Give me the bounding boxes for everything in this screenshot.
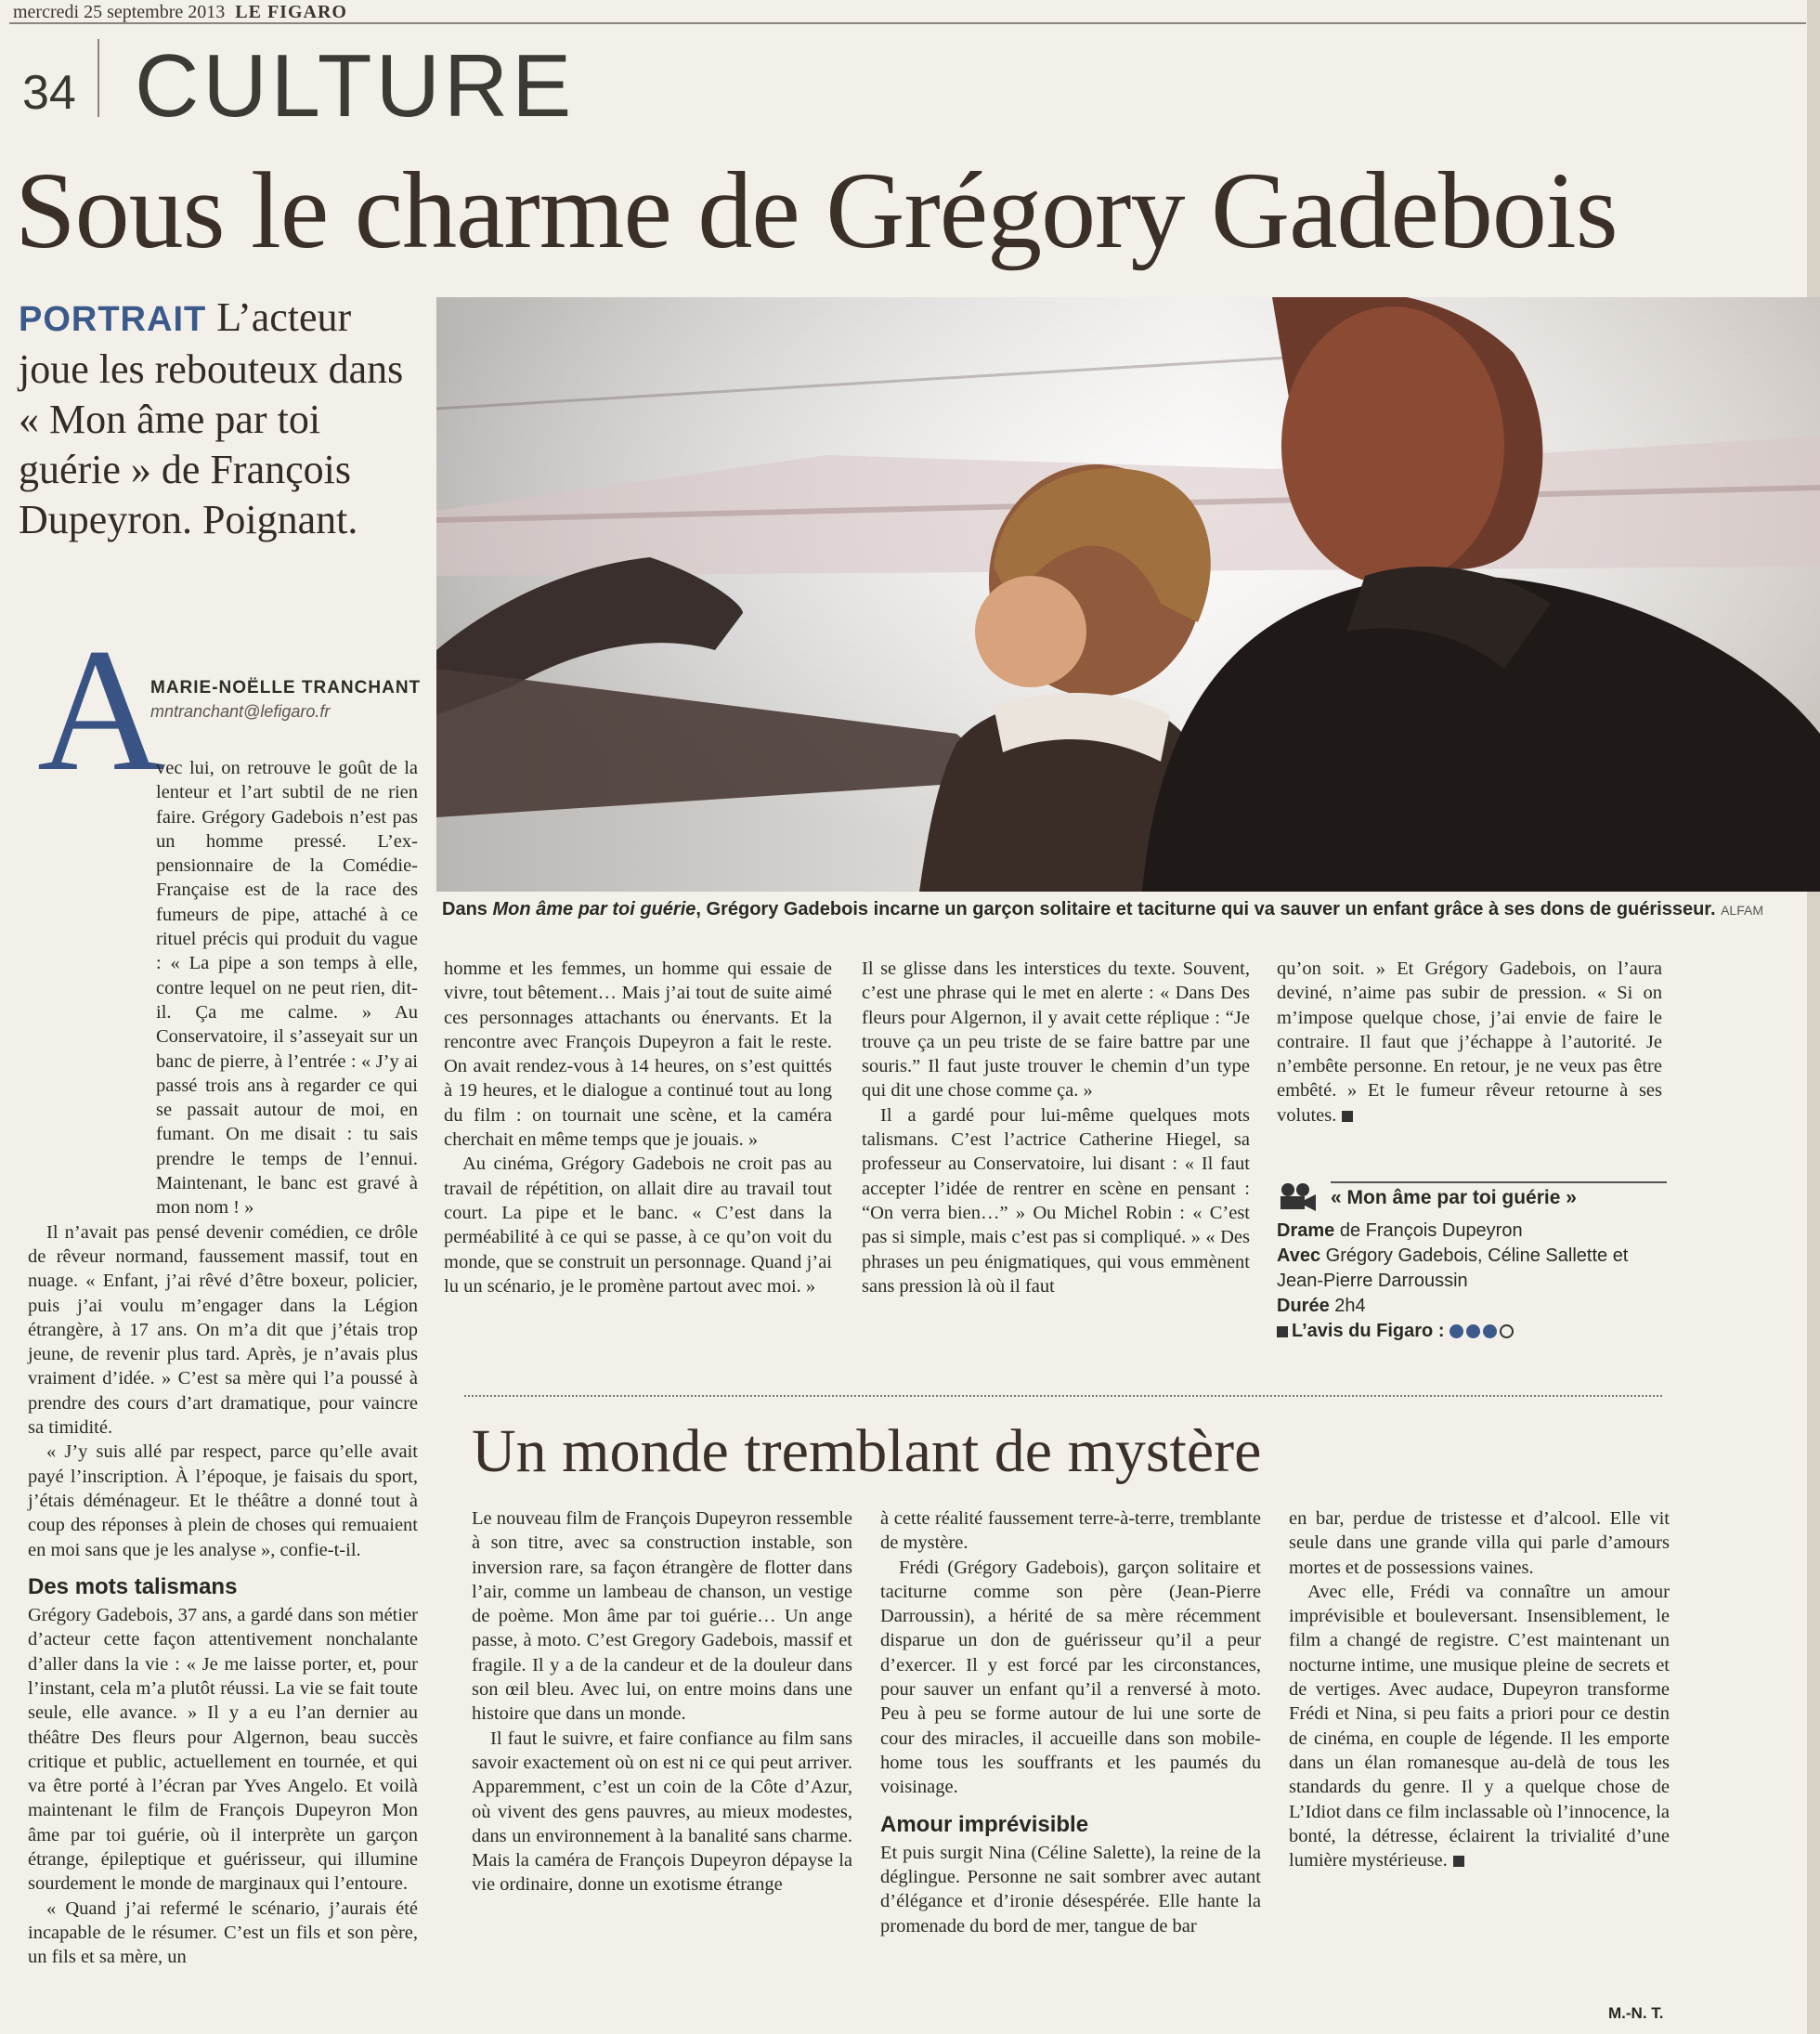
paragraph: « J’y suis allé par respect, parce qu’elle avait payé l’inscription. À l’époque, je faisais du sport, j’étais déménageur. Et le théâtre a donné tout à coup des réponses à plein de choses qui remuaient en moi sans que je les analyse », confie-t-il. — [28, 1441, 418, 1560]
paragraph: Il se glisse dans les interstices du texte. Souvent, c’est une phrase qui le met en alerte : « Dans Des fleurs pour Algernon, il y avait cette réplique : “Je trouve ça un peu triste de se faire battre par une souris.” Il faut juste trouver le chemin d’un type qui dit une chose comme ça. » — [862, 958, 1250, 1102]
article-photo — [436, 297, 1820, 892]
rating-dot-filled — [1483, 1324, 1497, 1338]
article-column-3 — [862, 957, 1250, 1298]
standfirst-text: L’acteur joue les rebouteux dans « Mon âme par toi guérie » de François Dupeyron. Poignant. — [19, 294, 404, 542]
rating-label: L’avis du Figaro : — [1292, 1321, 1445, 1341]
author-email[interactable]: mntranchant@lefigaro.fr — [150, 702, 331, 721]
subheading: Des mots talismans — [28, 1573, 238, 1599]
subheading: Amour imprévisible — [880, 1811, 1089, 1837]
article-column-2 — [444, 957, 832, 1298]
infobox-genre — [1277, 1219, 1667, 1244]
paragraph: Grégory Gadebois, 37 ans, a gardé dans son métier d’acteur cette façon attentivement nonchalante d’aller dans la vie : « Je me laisse porter, et, pour l’instant, cela m’a plutôt réussi. La vie se fait toute seule, elle avance. » Il y a eu l’an dernier au théâtre Des fleurs pour Algernon, beau succès critique et public, actuellement en tournée, et qui va être porté à l’écran par Yves Angelo. Et voilà maintenant le film de François Dupeyron Mon âme par toi guérie, où il interprète un garçon étrange, épileptique et guérisseur, qui illumine sourdement le monde de marginaux qui l’entoure. — [28, 1605, 418, 1895]
review-column-3 — [1289, 1506, 1670, 1872]
bullet-icon — [1277, 1326, 1288, 1337]
paragraph-text: Avec elle, Frédi va connaître un amour imprévisible et bouleversant. Insensiblement, le film a changé de registre. C’est maintenant un nocturne intime, une musique pleine de secrets et de vertiges. Avec audace, Dupeyron transforme Frédi et Nina, si peu faits a priori pour ce destin de cinéma, en couple de légende. Il les emporte dans un élan romanesque au-delà de tous les standards du genre. Il y a quelque chose de L’Idiot dans ce film inclassable où l’innocence, la bonté, la détresse, éclairent la trivialité d’une lumière mystérieuse. — [1289, 1581, 1670, 1871]
kicker: PORTRAIT — [19, 300, 207, 339]
film-infobox — [1277, 1181, 1667, 1344]
paragraph: en bar, perdue de tristesse et d’alcool. Elle vit seule dans une grande villa qui parle d’amours mortes et de possessions vaines. — [1289, 1508, 1670, 1578]
rating-dot-empty — [1500, 1324, 1514, 1338]
article-column-4 — [1277, 957, 1662, 1128]
end-mark-icon — [1342, 1111, 1353, 1122]
infobox-title: « Mon âme par toi guérie » — [1331, 1187, 1577, 1208]
section-divider — [464, 1395, 1662, 1397]
photo-credit: ALFAM — [1721, 903, 1763, 918]
infobox-cast — [1277, 1244, 1667, 1294]
caption-film-title: Mon âme par toi guérie — [492, 899, 696, 919]
paragraph: « Quand j’ai refermé le scénario, j’aurais été incapable de le résumer. C’est un fils et son père, un fils et sa mère, un — [28, 1897, 418, 1968]
cast-value: Grégory Gadebois, Céline Sallette et Jean-Pierre Darroussin — [1277, 1245, 1629, 1291]
paragraph: Il n’avait pas pensé devenir comédien, ce drôle de rêveur normand, faussement massif, tout en nuage. « Enfant, j’ai rêvé d’être boxeur, policier, puis j’ai voulu m’engager dans la Légion étrangère, à 17 ans. On m’a dit que j’étais trop jeune, de revenir plus tard. Après, je n’avais plus vraiment d’idée. » C’est sa mère qui l’a poussé à prendre des cours d’art dramatique, pour vaincre sa timidité. — [28, 1221, 418, 1439]
cast-label: Avec — [1277, 1245, 1321, 1266]
review-signature: M.-N. T. — [1608, 2004, 1664, 2022]
paragraph: Frédi (Grégory Gadebois), garçon solitaire et taciturne comme son père (Jean-Pierre Darroussin), a hérité de sa mère récemment disparue un don de guérisseur qu’il a peur d’exercer. Il y est forcé par les circonstances, pour sauver un enfant qu’il a renversé à moto. Peu à peu se forme autour de lui une sorte de cour des miracles, il accueille dans son mobile-home tous les souffrants et les paumés du voisinage. — [880, 1557, 1261, 1798]
duration-label: Durée — [1277, 1296, 1330, 1316]
rating-dot-filled — [1450, 1324, 1463, 1338]
paragraph: Il faut le suivre, et faire confiance au film sans savoir exactement où on est ni ce qui peut arriver. Apparemment, c’est un coin de la Côte d’Azur, où vivent des gens pauvres, au mieux modestes, dans un environnement à la banalité sans charme. Mais la caméra de François Dupeyron dépayse la vie ordinaire, donne un exotisme étrange — [472, 1728, 852, 1896]
review-column-1 — [472, 1506, 852, 1897]
page-separator — [98, 39, 99, 117]
author-name: MARIE-NOËLLE TRANCHANT — [150, 678, 422, 698]
paragraph: Et puis surgit Nina (Céline Salette), la reine de la déglingue. Personne ne sait sombrer avec autant d’élégance et d’ironie désespérée. Elle hante la promenade du bord de mer, tangue de bar — [880, 1842, 1261, 1936]
paragraph-text: qu’on soit. » Et Grégory Gadebois, on l’aura deviné, n’aime pas subir de pression. « Si on m’impose quelque chose, j’ai envie de faire le contraire. Il faut que j’échappe à l’autorité. Je n’embête personne. En retour, je ne veux pas être embêté. » Et le fumeur rêveur retourne à ses volutes. — [1277, 958, 1662, 1126]
headline: Sous le charme de Grégory Gadebois — [15, 150, 1618, 271]
paragraph: à cette réalité faussement terre-à-terre, tremblante de mystère. — [880, 1508, 1261, 1554]
film-camera-icon — [1277, 1181, 1318, 1213]
article-column-1 — [28, 758, 418, 1970]
paragraph — [1289, 1580, 1670, 1873]
paragraph: Le nouveau film de François Dupeyron ressemble à son titre, avec sa construction instable, son inversion rare, sa façon étrangère de flotter dans l’air, comme un lambeau de chanson, un vestige de poème. Mon âme par toi guérie… Un ange passe, à moto. C’est Gregory Gadebois, massif et fragile. Il y a de la candeur et de la douleur dans son œil bleu. Avec lui, on entre moins dans une histoire que dans un monde. — [472, 1508, 852, 1725]
drop-cap: A — [37, 613, 165, 808]
paragraph: vec lui, on retrouve le goût de la lenteur et l’art subtil de ne rien faire. Grégory Gadebois n’est pas un homme pressé. L’ex-pensionnaire de la Comédie-Française est de la race des fumeurs de pipe, attaché à ce rituel précis qui produit du vague : « La pipe a son temps à elle, contre lequel on ne peut rien, dit-il. Ça me calme. » Au Conservatoire, il s’asseyait sur un banc de pierre, à l’entrée : « J’y ai passé trois ans à regarder ce qui se passait autour de moi, en fumant. On me disait : tu sais prendre le temps de l’ennui. Maintenant, le banc est gravé à mon nom ! » — [156, 758, 418, 1219]
page-number: 34 — [22, 66, 76, 120]
infobox-rating — [1277, 1319, 1667, 1344]
genre-value: de François Dupeyron — [1334, 1220, 1523, 1241]
masthead — [13, 2, 347, 23]
infobox-duration — [1277, 1294, 1667, 1319]
paragraph: Au cinéma, Grégory Gadebois ne croit pas au travail de répétition, on allait dire au travail tout court. La pipe et le banc. « C’est dans la perméabilité à ce qui se passe, à ce qu’on voit du monde, que se construit un personnage. Quand j’ai lu un scénario, je le promène partout avec moi. » — [444, 1154, 832, 1297]
issue-date: mercredi 25 septembre 2013 — [13, 2, 226, 22]
rating-dot-filled — [1466, 1324, 1480, 1338]
newspaper-brand: LE FIGARO — [235, 2, 347, 22]
paragraph — [1277, 957, 1662, 1128]
photo-illustration — [436, 297, 1820, 892]
genre-label: Drame — [1277, 1220, 1335, 1241]
masthead-rule — [9, 22, 1806, 24]
photo-caption — [442, 899, 1820, 920]
infobox-rule — [1331, 1181, 1667, 1183]
duration-value: 2h4 — [1329, 1296, 1366, 1316]
caption-text: Dans — [442, 899, 493, 919]
standfirst — [19, 293, 427, 545]
review-title: Un monde tremblant de mystère — [472, 1417, 1262, 1485]
review-column-2 — [880, 1506, 1261, 1938]
paragraph: homme et les femmes, un homme qui essaie de vivre, tout bêtement… Mais j’ai tout de suite aimé ces personnages attachants ou énervants. Et la rencontre avec François Dupeyron a fait le reste. On avait rendez-vous à 14 heures, on s’est quittés à 19 heures, et le dialogue a continué tout au long du film : on tournait une scène, et la caméra cherchait en même temps que je jouais. » — [444, 958, 832, 1151]
paragraph: Il a gardé pour lui-même quelques mots talismans. C’est l’actrice Catherine Hiegel, sa professeur au Conservatoire, lui disant : « Il faut accepter l’idée de rentrer en scène en pensant : “On verra bien…” » Ou Michel Robin : « C’est pas si simple, mais c’est pas si compliqué. » « Des phrases un peu énigmatiques, qui vous emmènent sans pression là où il faut — [862, 1104, 1250, 1297]
section-title: CULTURE — [135, 36, 576, 136]
rating-dots — [1450, 1321, 1516, 1341]
caption-text-end: , Grégory Gadebois incarne un garçon solitaire et taciturne qui va sauver un enfant grâce à ses dons de guérisseur. — [696, 899, 1716, 919]
end-mark-icon — [1453, 1856, 1464, 1867]
